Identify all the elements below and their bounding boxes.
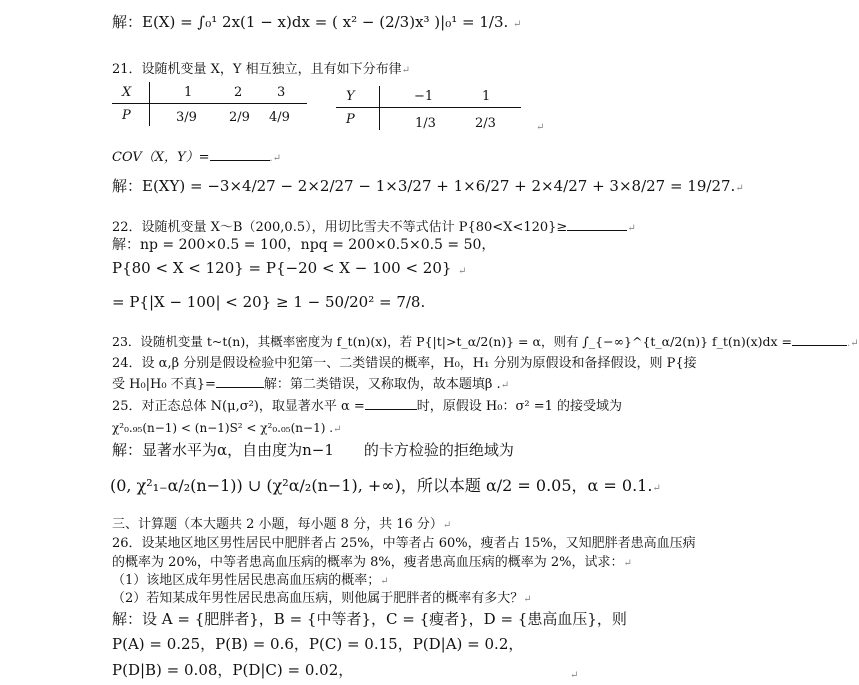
problem-21-statement: 21．设随机变量 X，Y 相互独立，且有如下分布律↵ [112, 62, 411, 77]
problem-22-statement: 22．设随机变量 X～B（200,0.5），用切比雪夫不等式估计 P{80<X<120}≥ ↵ [112, 220, 636, 235]
problem-26-question-2: （2）若知某成年男性居民患高血压病，则他属于肥胖者的概率有多大？↵ [112, 591, 532, 606]
problem-26-statement: 26．设某地区地区男性居民中肥胖者占 25%，中等者占 60%，瘦者占 15%，又知肥胖者患高血压病 [112, 536, 696, 551]
table-x-row-label: P [122, 108, 131, 123]
table-x-head-value: 3 [277, 85, 286, 100]
table-y-prob: 1/3 [415, 116, 436, 131]
problem-22-solution-step3: = P{|X − 100| < 20} ≥ 1 − 50/20² = 7/8. [112, 293, 426, 311]
problem-22-solution-step2: P{80 < X < 120} = P{−20 < X − 100 < 20} [112, 259, 452, 277]
problem-25-solution-region: (0, χ²₁₋α/₂(n−1)) ∪ (χ²α/₂(n−1), +∞)，所以本题 α/2 = 0.05，α = 0.1.↵ [110, 476, 661, 495]
table-x-head-value: 1 [184, 85, 193, 100]
table-y-head-label: Y [346, 89, 355, 104]
problem-26-statement-cont: 的概率为 20%，中等者患高血压病的概率为 8%，瘦者患高血压病的概率为 2%，试求：↵ [112, 555, 632, 570]
table-y-prob: 2/3 [475, 116, 496, 131]
problem-26-solution-probs: P(A) = 0.25，P(B) = 0.6，P(C) = 0.15，P(D|A) = 0.2， [112, 635, 524, 653]
problem-26-solution-defs: 解：设 A = {肥胖者}，B = {中等者}，C = {瘦者}，D = {患高血压}，则 [112, 610, 627, 628]
table-x-prob: 4/9 [269, 110, 290, 125]
problem-24-statement: 24．设 α,β 分别是假设检验中犯第一、二类错误的概率，H₀，H₁ 分别为原假设和备择假设，则 P{接 [112, 356, 697, 371]
cov-question: COV（X，Y）= .↵ [112, 150, 282, 165]
table-x-prob: 2/9 [229, 110, 250, 125]
problem-22-solution-step1: 解：np = 200×0.5 = 100，npq = 200×0.5×0.5 = 50， [112, 237, 496, 253]
table-x-head-label: X [122, 85, 132, 100]
table-y-head-value: 1 [482, 89, 491, 104]
problem-24-statement-cont: 受 H₀|H₀ 不真}= 解：第二类错误，又称取伪，故本题填β .↵ [112, 377, 510, 392]
problem-25-region: χ²₀.₉₅(n−1) < (n−1)S² < χ²₀.₀₅(n−1) .↵ [112, 421, 342, 435]
problem-25-solution-intro: 解：显著水平为α，自由度为n−1 的卡方检验的拒绝域为 [112, 441, 514, 459]
solution-exy-line: 解：E(XY) = −3×4/27 − 2×2/27 − 1×3/27 + 1×6/27 + 2×4/27 + 3×8/27 = 19/27.↵ [112, 177, 744, 195]
distribution-table-y: Y −1 1 P 1/3 2/3 ↵ [336, 86, 536, 130]
problem-26-question-1: （1）该地区成年男性居民患高血压病的概率；↵ [112, 573, 389, 588]
problem-25-statement: 25．对正态总体 N(μ,σ²)，取显著水平 α = 时，原假设 H₀：σ² =1 的接受域为 [112, 399, 622, 414]
distribution-table-x [112, 82, 312, 126]
table-x-head-value: 2 [234, 85, 243, 100]
table-y-head-value: −1 [414, 89, 434, 104]
problem-23-statement: 23．设随机变量 t~t(n)，其概率密度为 f_t(n)(x)，若 P{|t|>t_α/2(n)} = α，则有 ∫_{−∞}^{t_α/2(n)} f_t(n)(x)dx = .↵ [112, 334, 859, 349]
problem-26-solution-conds: P(D|B) = 0.08，P(D|C) = 0.02， [112, 661, 354, 679]
table-y-row-label: P [346, 112, 355, 127]
solution-ex-line: 解：E(X) = ∫₀¹ 2x(1 − x)dx = ( x² − (2/3)x³ )|₀¹ = 1/3. ↵ [112, 13, 522, 31]
table-x-prob: 3/9 [176, 110, 197, 125]
section-3-heading: 三、计算题（本大题共 2 小题，每小题 8 分，共 16 分）↵ [112, 517, 452, 532]
